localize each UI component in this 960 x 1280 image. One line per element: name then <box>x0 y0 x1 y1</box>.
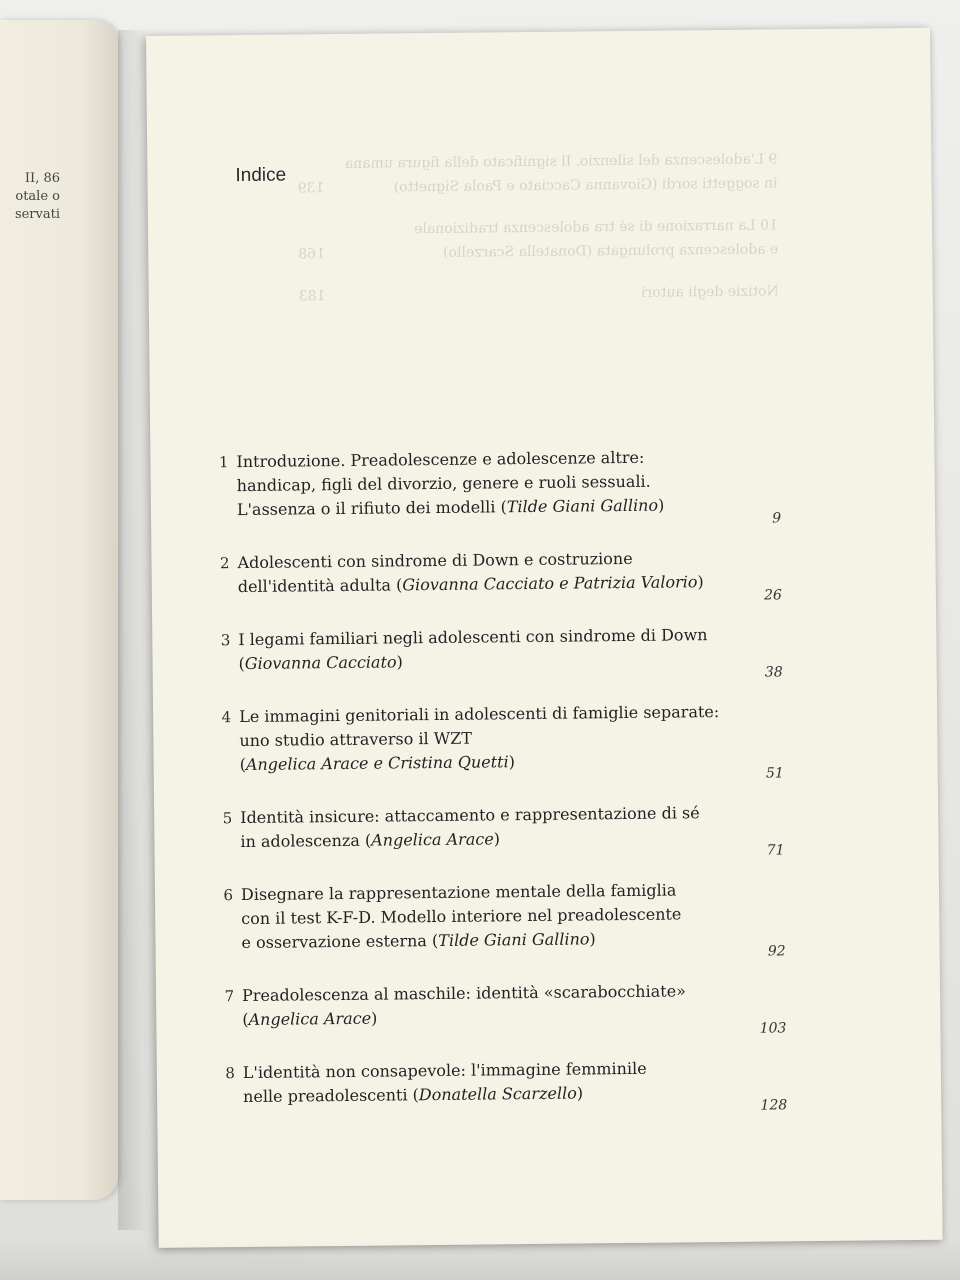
author-line-prefix: e osservazione esterna ( <box>241 930 439 953</box>
author-line-suffix: ) <box>657 495 665 515</box>
author-line-prefix: nelle preadolescenti ( <box>243 1085 419 1107</box>
author-line-prefix: L'assenza o il rifiuto dei modelli ( <box>236 497 507 520</box>
chapter-title-line: Disegnare la rappresentazione mentale della famiglia <box>240 880 677 905</box>
page-number: 51 <box>765 765 784 782</box>
chapter-title-line: Adolescenti con sindrome di Down e costruzione <box>237 548 633 573</box>
author-line-suffix: ) <box>589 929 596 949</box>
ghost-line: 10 La narrazione di sé tra adolescenza tradizionale <box>414 217 779 238</box>
index-page <box>146 28 943 1248</box>
author-line-suffix: ) <box>396 652 403 672</box>
chapter-title-line: Introduzione. Preadolescenze e adolescenze altre: <box>236 447 645 472</box>
ghost-line: e adolescenza prolungata (Donatella Scarzello) <box>443 241 779 261</box>
chapter-number: 7 <box>224 987 235 1006</box>
page-number: 103 <box>759 1020 787 1037</box>
chapter-author: Angelica Arace e Cristina Quetti <box>245 752 509 774</box>
chapter-author: Tilde Giani Gallino <box>438 929 590 950</box>
chapter-number: 3 <box>220 631 231 650</box>
author-line-suffix: ) <box>493 829 501 849</box>
chapter-number: 8 <box>225 1064 235 1083</box>
chapter-title-line: con il test K-F-D. Modello interiore nel preadolescente <box>241 904 682 929</box>
ghost-page: 183 <box>298 288 326 305</box>
chapter-number: 1 <box>218 453 229 472</box>
author-line-suffix: ) <box>697 572 704 592</box>
ghost-page: 139 <box>297 180 325 197</box>
chapter-author: Angelica Arace <box>248 1008 372 1029</box>
chapter-title <box>236 444 781 532</box>
previous-page-line: II, 86 <box>24 171 60 186</box>
toc-entry <box>203 699 784 787</box>
chapter-title-line: I legami familiari negli adolescenti con sindrome di Down <box>238 625 708 650</box>
author-line-suffix: ) <box>576 1083 584 1103</box>
chapter-title-line: L'identità non consapevole: l'immagine femminile <box>242 1058 647 1083</box>
author-line-suffix: ) <box>371 1008 378 1028</box>
page-number: 92 <box>767 943 786 960</box>
previous-page <box>0 20 118 1200</box>
author-line-prefix: dell'identità adulta ( <box>237 575 403 597</box>
page-number: 9 <box>772 510 782 527</box>
chapter-author: Giovanna Cacciato <box>244 652 397 673</box>
ghost-page: 168 <box>298 246 326 263</box>
index-heading: Indice <box>235 164 287 187</box>
chapter-title-line: Identità insicure: attaccamento e rappresentazione di sé <box>240 803 700 828</box>
toc-entry <box>207 1055 788 1119</box>
author-line-prefix: ( <box>239 754 246 775</box>
table-of-contents <box>200 444 787 1138</box>
chapter-title <box>241 877 786 965</box>
toc-entry <box>206 978 787 1042</box>
chapter-title <box>240 800 785 864</box>
toc-entry <box>201 545 782 609</box>
chapter-title-line: uno studio attraverso il WZT <box>239 728 473 751</box>
toc-entry <box>204 800 785 864</box>
page-number: 38 <box>764 664 783 681</box>
toc-entry <box>202 622 783 686</box>
chapter-title <box>237 545 782 609</box>
chapter-title-line: Le immagini genitoriali in adolescenti di famiglie separate: <box>239 702 720 727</box>
toc-entry <box>205 877 786 965</box>
toc-entry <box>200 444 781 532</box>
page-number: 26 <box>763 587 782 604</box>
chapter-author: Tilde Giani Gallino <box>506 495 659 517</box>
gutter-shadow <box>118 30 148 1230</box>
previous-page-line: otale o <box>15 189 60 204</box>
page-number: 71 <box>766 842 785 859</box>
chapter-author: Angelica Arace <box>371 829 494 850</box>
bleed-through-text <box>297 149 779 310</box>
previous-page-line: servati <box>14 207 60 222</box>
chapter-title <box>239 699 784 787</box>
chapter-number: 6 <box>223 886 234 905</box>
chapter-number: 5 <box>222 809 233 828</box>
previous-page-text <box>0 170 60 224</box>
chapter-title <box>238 622 783 686</box>
bottom-shadow <box>0 1240 960 1280</box>
chapter-title <box>243 1055 788 1119</box>
chapter-number: 4 <box>221 708 232 727</box>
ghost-line: in soggetti sordi (Giovanna Cacciato e Paola Signetto) <box>393 175 778 196</box>
chapter-author: Donatella Scarzello <box>418 1083 577 1105</box>
chapter-title <box>242 978 787 1042</box>
author-line-prefix: ( <box>238 654 245 674</box>
chapter-title-line: handicap, figli del divorzio, genere e ruoli sessuali. <box>236 471 651 496</box>
author-line-prefix: in adolescenza ( <box>240 830 372 852</box>
chapter-title-line: Preadolescenza al maschile: identità «scarabocchiate» <box>241 981 686 1006</box>
author-line-prefix: ( <box>242 1009 249 1030</box>
author-line-suffix: ) <box>508 752 515 772</box>
chapter-number: 2 <box>219 554 230 573</box>
ghost-line: Notizie degli autori <box>641 283 779 301</box>
ghost-line: 9 L'adolescenza del silenzio. Il significato della figura umana <box>344 151 778 172</box>
chapter-author: Giovanna Cacciato e Patrizia Valorio <box>402 572 698 595</box>
page-number: 128 <box>760 1097 788 1114</box>
